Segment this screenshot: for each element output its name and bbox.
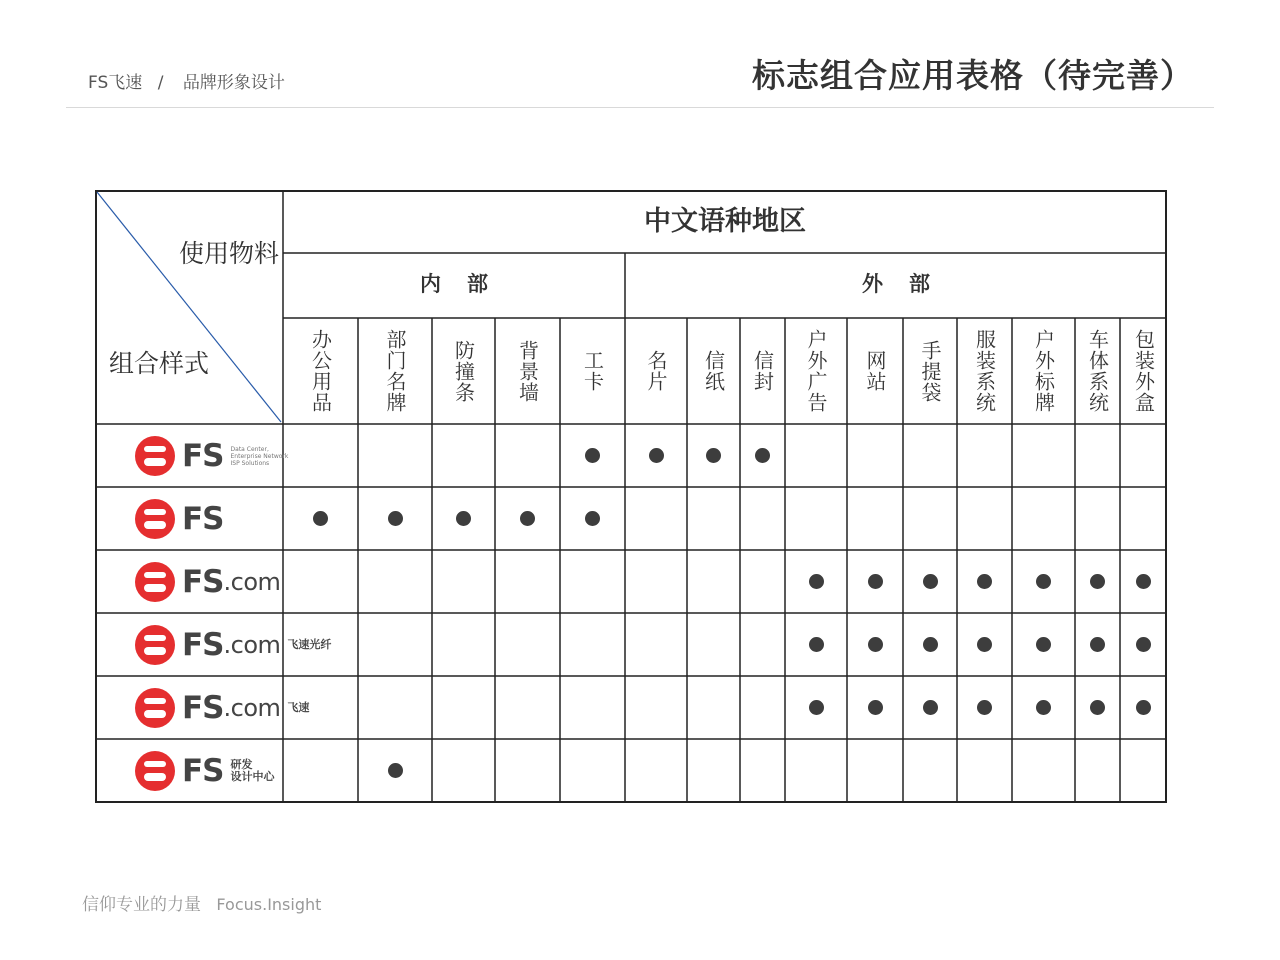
usage-dot xyxy=(809,637,824,652)
usage-dot xyxy=(1090,700,1105,715)
fs-logo-combination xyxy=(135,688,309,728)
fs-logo-tagline: 设计中心 xyxy=(230,770,275,783)
column-header xyxy=(1012,318,1075,424)
page-title: 标志组合应用表格（待完善） xyxy=(752,56,1194,95)
fs-logo-combination xyxy=(135,499,224,539)
usage-dot xyxy=(388,511,403,526)
usage-dot xyxy=(388,763,403,778)
fs-logo-wordmark: FS xyxy=(182,690,224,726)
column-header xyxy=(957,318,1012,424)
fs-logo-mark-icon xyxy=(135,751,175,791)
column-header-label: 办公用品 xyxy=(308,329,333,413)
breadcrumb xyxy=(88,68,285,93)
fs-logo-combination xyxy=(135,625,331,665)
fs-logo-tagline: Data Center, xyxy=(230,445,269,453)
usage-dot xyxy=(923,574,938,589)
fs-logo-wordmark: FS xyxy=(182,438,224,474)
usage-dot xyxy=(520,511,535,526)
column-header xyxy=(432,318,495,424)
column-header-label: 户外广告 xyxy=(804,329,828,413)
column-header-label: 信封 xyxy=(750,350,775,392)
column-header-label: 车体系统 xyxy=(1085,329,1110,413)
breadcrumb-section: 品牌形象设计 xyxy=(182,73,285,93)
fs-logo-domain: .com xyxy=(223,568,281,596)
usage-dot xyxy=(1036,637,1051,652)
usage-dot xyxy=(585,448,600,463)
column-header xyxy=(358,318,432,424)
fs-logo-wordmark: FS xyxy=(182,753,224,789)
column-header-label: 部门名牌 xyxy=(383,329,407,413)
usage-dot xyxy=(923,637,938,652)
fs-logo-domain: .com xyxy=(223,631,281,659)
column-header xyxy=(283,318,358,424)
column-header xyxy=(1075,318,1120,424)
footer-slogan-en: Focus.Insight xyxy=(216,895,322,914)
usage-dot xyxy=(809,700,824,715)
fs-logo-tagline: Enterprise Network xyxy=(230,452,289,460)
usage-dot xyxy=(585,511,600,526)
usage-dot xyxy=(1090,574,1105,589)
column-header xyxy=(847,318,903,424)
column-header xyxy=(495,318,560,424)
column-header xyxy=(687,318,740,424)
fs-logo-mark-icon xyxy=(135,688,175,728)
corner-label-styles: 组合样式 xyxy=(109,349,210,378)
header-divider xyxy=(66,107,1214,108)
fs-logo-tagline: 飞速光纤 xyxy=(287,638,332,651)
column-header xyxy=(1120,318,1167,424)
column-header-label: 背景墙 xyxy=(515,339,540,403)
column-header xyxy=(903,318,957,424)
usage-dot xyxy=(977,700,992,715)
fs-logo-mark-icon xyxy=(135,499,175,539)
usage-dot xyxy=(706,448,721,463)
column-header-label: 网站 xyxy=(863,350,887,392)
column-header xyxy=(740,318,785,424)
usage-dot xyxy=(1036,700,1051,715)
fs-logo-tagline: ISP Solutions xyxy=(230,459,270,467)
breadcrumb-brand: FS飞速 xyxy=(88,73,143,93)
usage-dot xyxy=(868,700,883,715)
fs-logo-combination xyxy=(135,751,275,791)
fs-logo-combination xyxy=(135,562,280,602)
fs-logo-domain: .com xyxy=(223,694,281,722)
usage-dot xyxy=(868,637,883,652)
fs-logo-tagline: 飞速 xyxy=(287,701,310,714)
fs-logo-mark-icon xyxy=(135,436,175,476)
fs-logo-tagline: 研发 xyxy=(230,758,253,771)
column-header xyxy=(625,318,687,424)
column-header-label: 名片 xyxy=(644,350,668,392)
logo-usage-table xyxy=(95,190,1167,803)
fs-logo-mark-icon xyxy=(135,625,175,665)
usage-dot xyxy=(1036,574,1051,589)
usage-dot xyxy=(1136,637,1151,652)
group-label-internal: 内部 xyxy=(420,272,514,296)
usage-dot xyxy=(1136,700,1151,715)
footer xyxy=(82,890,321,915)
column-header-label: 防撞条 xyxy=(451,339,476,403)
usage-dot xyxy=(755,448,770,463)
group-label-external: 外部 xyxy=(862,272,956,296)
fs-logo-mark-icon xyxy=(135,562,175,602)
column-header-label: 信纸 xyxy=(701,350,726,392)
region-title: 中文语种地区 xyxy=(644,206,806,237)
usage-dot xyxy=(1136,574,1151,589)
usage-dot xyxy=(456,511,471,526)
usage-dot xyxy=(1090,637,1105,652)
usage-dot xyxy=(977,637,992,652)
usage-dot xyxy=(868,574,883,589)
usage-dot xyxy=(313,511,328,526)
fs-logo-combination xyxy=(135,436,288,476)
usage-dot xyxy=(923,700,938,715)
column-header xyxy=(560,318,625,424)
fs-logo-wordmark: FS xyxy=(182,627,224,663)
breadcrumb-separator: / xyxy=(157,73,164,93)
grid-line xyxy=(97,192,281,422)
column-header-label: 户外标牌 xyxy=(1031,329,1056,413)
footer-slogan: 信仰专业的力量 xyxy=(82,895,201,915)
fs-logo-wordmark: FS xyxy=(182,501,224,537)
fs-logo-wordmark: FS xyxy=(182,564,224,600)
column-header-label: 包装外盒 xyxy=(1131,329,1156,413)
corner-label-materials: 使用物料 xyxy=(179,239,280,268)
usage-dot xyxy=(649,448,664,463)
usage-dot xyxy=(809,574,824,589)
usage-dot xyxy=(977,574,992,589)
column-header-label: 工卡 xyxy=(580,350,605,392)
column-header-label: 服装系统 xyxy=(972,329,997,413)
column-header-label: 手提袋 xyxy=(918,339,942,403)
column-header xyxy=(785,318,847,424)
